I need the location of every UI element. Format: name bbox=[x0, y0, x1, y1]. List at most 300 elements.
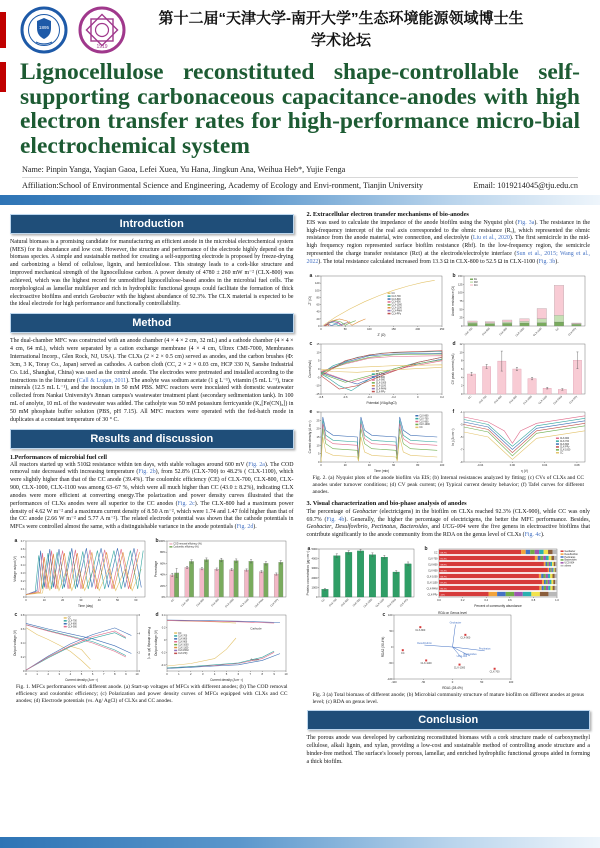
svg-text:CLX-PANI: CLX-PANI bbox=[178, 650, 189, 653]
svg-text:0.4: 0.4 bbox=[162, 614, 166, 618]
fig1-panel-b-cod-ce-bar-chart bbox=[154, 536, 290, 608]
svg-text:RDA on Genus level: RDA on Genus level bbox=[438, 611, 468, 616]
svg-text:Pectinatus: Pectinatus bbox=[564, 556, 576, 559]
svg-text:87.4%: 87.4% bbox=[440, 582, 447, 585]
svg-text:0.7: 0.7 bbox=[21, 540, 25, 544]
svg-text:8: 8 bbox=[114, 672, 116, 676]
svg-text:UCG-004: UCG-004 bbox=[456, 655, 468, 659]
svg-text:b: b bbox=[155, 538, 159, 545]
svg-text:-0.4: -0.4 bbox=[366, 395, 372, 399]
svg-text:e: e bbox=[309, 408, 313, 415]
svg-text:0.2: 0.2 bbox=[439, 395, 444, 399]
svg-text:4: 4 bbox=[69, 672, 72, 676]
svg-text:0.2: 0.2 bbox=[21, 580, 25, 584]
svg-text:CLX-700: CLX-700 bbox=[181, 598, 191, 608]
svg-text:Current(mA): Current(mA) bbox=[307, 359, 312, 378]
svg-text:-5: -5 bbox=[459, 435, 463, 439]
svg-text:3: 3 bbox=[58, 672, 61, 676]
tju-logo-year: 1895 bbox=[38, 25, 50, 30]
svg-text:0.4: 0.4 bbox=[21, 564, 25, 568]
svg-text:CC: CC bbox=[170, 598, 176, 604]
fig3-panel-c-rda-scatter-chart bbox=[381, 610, 515, 690]
svg-text:4000: 4000 bbox=[311, 557, 318, 561]
svg-text:-100: -100 bbox=[387, 678, 393, 682]
svg-text:-0.2: -0.2 bbox=[161, 651, 166, 655]
svg-text:4: 4 bbox=[214, 672, 216, 676]
svg-text:7: 7 bbox=[103, 672, 105, 676]
fig1-panel-d-electrode-potential-chart bbox=[154, 610, 290, 682]
svg-text:CLX-1100: CLX-1100 bbox=[391, 307, 402, 310]
citation-link[interactable]: Fig. 2a bbox=[248, 461, 265, 468]
svg-text:80: 80 bbox=[316, 296, 320, 300]
svg-text:0.4: 0.4 bbox=[484, 598, 488, 602]
svg-text:40: 40 bbox=[367, 463, 371, 467]
svg-text:0.5: 0.5 bbox=[21, 556, 25, 560]
svg-text:150: 150 bbox=[457, 274, 463, 278]
citation-link[interactable]: Fig. 4b bbox=[326, 516, 345, 523]
fig2-panel-b-resistance-stack-chart bbox=[451, 271, 589, 337]
svg-text:0: 0 bbox=[23, 596, 25, 600]
citation-link[interactable]: Fig. 2d bbox=[236, 524, 254, 531]
affiliation-row bbox=[22, 177, 578, 190]
svg-text:CLX-700: CLX-700 bbox=[178, 635, 188, 638]
svg-text:Desulfovibrio: Desulfovibrio bbox=[564, 554, 578, 557]
svg-text:CLX-800: CLX-800 bbox=[493, 394, 503, 405]
taxon-name: Geobacter bbox=[89, 293, 115, 300]
svg-text:CLX-900: CLX-900 bbox=[498, 326, 508, 337]
svg-text:CLX-700: CLX-700 bbox=[67, 620, 78, 623]
svg-text:0%: 0% bbox=[161, 596, 166, 600]
svg-text:CLX-1100: CLX-1100 bbox=[375, 385, 386, 388]
svg-text:0: 0 bbox=[25, 598, 27, 602]
svg-text:0.04: 0.04 bbox=[541, 463, 548, 467]
svg-text:ln j (A cm⁻²): ln j (A cm⁻²) bbox=[450, 428, 455, 446]
svg-text:CLX-900: CLX-900 bbox=[427, 569, 438, 573]
svg-text:50: 50 bbox=[459, 308, 463, 312]
svg-text:60%: 60% bbox=[160, 562, 166, 566]
svg-text:50: 50 bbox=[389, 630, 393, 634]
svg-text:-15: -15 bbox=[315, 392, 320, 396]
svg-text:CLX-PPy: CLX-PPy bbox=[399, 598, 409, 608]
svg-text:15: 15 bbox=[316, 435, 320, 439]
svg-text:1: 1 bbox=[178, 672, 180, 676]
introduction-paragraph: Natural biomass is a promising candidate for manufacturing an efficient anode in the microbial electrochemical system (MES) for its abundance and low cost. However, the structure and performance of the electrode highly depend on the biomass species. A simple and sustainable method for creating a self-supporting electrode is proposed by freeze-drying and carbonizing a blend of cellulose, lignin, and hemicellulose. This strategy leads to a cork-like structure and improved mechanical strength of the lignocellulose carbon. A power density of 4780 ± 260 mW m⁻² (CLX-800) was achieved, which was the highest record for unmodified lignocellulose-based anodes in the microbial fuel cells. The morphological as lamellar multilayer and rich in hydrophilic functional groups could facilitate the formation of thick electroactive biofilms and enrich Geobacter with the highest abundance of 92.3%. The CLX material is expected to be the ideal electrode for high performance and functionally controllability. bbox=[10, 238, 294, 308]
figure-2-caption: Fig. 2. (a) Nyquist plots of the anode biofilm via EIS; (b) Internal resistances analyzed by fitting; (c) CVs of CLXs and CC anodes under turnover conditions; (d) CV peak current; (e) Typical current density behavior; (f) Tafel curves for different anodes. bbox=[312, 474, 584, 495]
svg-text:-0.6: -0.6 bbox=[342, 395, 348, 399]
svg-text:a: a bbox=[14, 538, 18, 545]
svg-text:CLX-1000: CLX-1000 bbox=[426, 575, 438, 579]
taxon-name: Geobacter bbox=[306, 524, 332, 531]
citation-link[interactable]: Call & Logan, 2011 bbox=[78, 377, 127, 384]
forum-title-line2: 学术论坛 bbox=[310, 32, 371, 49]
svg-text:0: 0 bbox=[166, 672, 168, 676]
svg-text:Current density (A m⁻²): Current density (A m⁻²) bbox=[307, 420, 312, 454]
svg-text:7: 7 bbox=[249, 672, 252, 676]
svg-text:CC: CC bbox=[554, 326, 560, 332]
svg-text:CLX-800: CLX-800 bbox=[427, 563, 438, 567]
svg-text:CC: CC bbox=[559, 452, 564, 455]
svg-text:CLX-900: CLX-900 bbox=[375, 379, 385, 382]
svg-text:100: 100 bbox=[366, 327, 372, 331]
svg-text:3000: 3000 bbox=[311, 567, 318, 571]
svg-text:-0.8: -0.8 bbox=[318, 395, 324, 399]
svg-text:0: 0 bbox=[164, 639, 166, 643]
svg-text:CLX-PANI: CLX-PANI bbox=[386, 598, 397, 609]
svg-text:CLX-800: CLX-800 bbox=[196, 598, 206, 608]
svg-text:100: 100 bbox=[388, 614, 393, 618]
svg-text:CLX-900: CLX-900 bbox=[419, 421, 429, 424]
svg-text:200: 200 bbox=[415, 327, 420, 331]
svg-text:0.3: 0.3 bbox=[21, 572, 25, 576]
email-text[interactable]: Email: 1019214045@tju.edu.cn bbox=[473, 180, 578, 190]
results-subheading-1: 1.Performances of microbial fuel cell bbox=[10, 453, 107, 461]
svg-text:Percentage: Percentage bbox=[154, 561, 159, 578]
svg-text:88.9%: 88.9% bbox=[440, 564, 447, 567]
fig3-panel-a-biomass-bar-chart bbox=[306, 544, 418, 608]
svg-text:42%: 42% bbox=[440, 594, 445, 597]
citation-link[interactable]: Fig. 2b bbox=[138, 469, 156, 476]
method-paragraph: The dual-chamber MFC was constructed with an anode chamber (4 × 4 × 2 cm, 32 mL) and a cathode chamber (4 × 4 × 4 cm, 64 mL), which were separated by a cation exchange membrane (4 × 4 cm, Ultrex CMI-7000, Membranes International Incorp., Glen Rock, NJ, USA). The CLXs (2 × 2 × 0.5 cm) served as anodes, and the carbon brushes (Φ: 3cm, 3 K, Toray Co., Japan) served as cathodes. A carbon cloth (CC, 2 × 2 × 0.03 cm, HCP 330 N, Sanshe Industrial Co. Ltd., Shanghai, China) was used as the control anode. The electrodes were pretreated and installed according to the instructions in the literature (Call & Logan, 2011). The anolyte was sodium acetate (1 g L⁻¹), vitamin (5 mL L⁻¹), trace minerals (12.5 mL L⁻¹), and the inoculum in 50 mM PBS. MFC reactors were inoculated with domestic wastewater collected from Nankai University's Jinnan campus's wastewater treatment plant (secondary sedimentation tank). In 100 mL of anolyte, 10 mL of the wastewater was added. The catholyte was 50 mM potassium ferricyanide (K₃[Fe(CN)₆]) in 50 mM phosphate buffer solution (PBS, pH 7.15). All MFC reactors were operated with the fed-batch mode in duplicates at a constant temperature of 30 ° C. bbox=[10, 338, 294, 423]
svg-text:0.8: 0.8 bbox=[21, 614, 25, 618]
svg-text:RDA1 (28.4%): RDA1 (28.4%) bbox=[442, 685, 464, 690]
section-3-heading: 3. Visual characterization and bio-phase analysis of anodes bbox=[306, 499, 467, 507]
svg-text:8: 8 bbox=[261, 672, 264, 676]
svg-text:a: a bbox=[309, 272, 313, 279]
svg-text:-0.2: -0.2 bbox=[391, 395, 396, 399]
svg-text:0.2: 0.2 bbox=[460, 598, 465, 602]
svg-text:CLX-1000: CLX-1000 bbox=[522, 394, 533, 406]
svg-text:CLX-800: CLX-800 bbox=[481, 326, 491, 337]
svg-text:CLX-900: CLX-900 bbox=[210, 598, 221, 608]
svg-text:-3: -3 bbox=[459, 423, 463, 427]
section-header-introduction: Introduction bbox=[10, 214, 294, 234]
svg-text:CLX-900: CLX-900 bbox=[178, 641, 188, 644]
svg-text:25: 25 bbox=[316, 419, 320, 423]
svg-text:0: 0 bbox=[317, 367, 320, 371]
svg-text:0: 0 bbox=[460, 392, 463, 396]
svg-text:10: 10 bbox=[43, 598, 47, 602]
svg-text:d: d bbox=[452, 340, 456, 347]
svg-text:CLX-700: CLX-700 bbox=[463, 326, 474, 337]
citation-link[interactable]: Sun et al., 2015; Wang et al., 2022 bbox=[306, 251, 590, 265]
svg-text:Bacteroides: Bacteroides bbox=[463, 652, 477, 656]
svg-text:CLX-PPy: CLX-PPy bbox=[568, 394, 578, 405]
svg-text:92.3%: 92.3% bbox=[440, 570, 447, 573]
svg-text:CLX-700: CLX-700 bbox=[478, 394, 488, 405]
fig2-panel-a-nyquist-chart bbox=[308, 271, 446, 337]
citation-link[interactable]: Fig. 3a bbox=[517, 219, 535, 226]
svg-text:1.0: 1.0 bbox=[554, 598, 559, 602]
tianjin-university-logo bbox=[20, 6, 68, 54]
svg-text:CLX-PANI: CLX-PANI bbox=[426, 587, 438, 591]
svg-text:1: 1 bbox=[36, 672, 39, 676]
svg-text:15: 15 bbox=[316, 342, 320, 346]
svg-text:Desulfovibrio: Desulfovibrio bbox=[417, 642, 432, 646]
results-paragraph-1: All reactors started up with 510Ω resistance within ten days, with stable voltages around 600 mV (Fig. 2a). The COD removal rate decreased with increasing temperature (Fig. 2b), from 52.8% (CLX-700) to 48.2% ( CLX-1100), which were slightly higher than that of the CC anode (39.4%). The coulombic efficiency (CE) of CLX-700, CLX-800, CLX-900, CLX-1000, CLX-1100 was among 63–67 %, which were all much higher than CC (43.0 ± 8.2%), indicating CLX anodes were more efficient at converting energy.The polarization and power density curves illustrated that the performances of CLXs anodes were all superior to the CC anodes (Fig. 2c). The CLX-800 had a maximum power density of 4.62 W m⁻² and a maximum current density of 8.50 A m⁻², which were 1.74 and 1.47 fold higher than that of the CC anode (2.66 W m⁻² and 5.77 A m⁻²). The related electrode potential was shown that the cathode potentials in MFCs were controlled almost the same, with a distinguishable variance in the anode potentials (Fig. 2d). bbox=[10, 461, 294, 531]
figure-2 bbox=[305, 271, 593, 473]
author-list: Name: Pinpin Yanga, Yaqian Gaoa, Lefei Xuea, Yu Hana, Jingkun Ana, Weihua Heb*, Yujie Fenga bbox=[22, 164, 346, 174]
svg-text:60: 60 bbox=[391, 463, 395, 467]
svg-text:0: 0 bbox=[320, 327, 322, 331]
svg-text:50: 50 bbox=[116, 598, 120, 602]
svg-text:f: f bbox=[452, 408, 454, 415]
svg-text:6: 6 bbox=[460, 367, 463, 371]
affiliation-text: Affiliation:School of Environmental Science and Engineering, Academy of Ecology and Envi-ronment, Tianjin University bbox=[22, 180, 423, 190]
taxon-name: UCG-004 bbox=[442, 524, 466, 531]
svg-text:Protein concentration (μg cm⁻²: Protein concentration (μg cm⁻²) bbox=[305, 550, 310, 596]
svg-text:6: 6 bbox=[92, 672, 94, 676]
svg-text:Percent of community abundance: Percent of community abundance bbox=[474, 603, 522, 608]
red-edge-mark-bottom bbox=[0, 62, 6, 92]
figure-1 bbox=[8, 536, 296, 682]
svg-text:CLX-1000: CLX-1000 bbox=[454, 666, 466, 670]
svg-text:0: 0 bbox=[23, 670, 25, 674]
svg-text:CLX-1100: CLX-1100 bbox=[178, 647, 189, 650]
figure-1-caption: Fig. 1. MFCs performances with different anode. (a) Start-up voltages of MFCs with different anodes; (b) The COD removal efficiency and coulombic efficiency; (c) Polarization and power density curves of MFCs equipped with CLXs and CC anodes; (d) Electrode potentials (vs. Ag/ AgCl) of CLXs and CC anodes. bbox=[16, 684, 288, 705]
svg-text:CLX-1000: CLX-1000 bbox=[362, 598, 373, 609]
svg-text:0: 0 bbox=[452, 680, 454, 684]
citation-link[interactable]: Liu et al., 2020 bbox=[472, 235, 510, 242]
svg-text:75: 75 bbox=[459, 299, 463, 303]
svg-text:10: 10 bbox=[459, 351, 463, 355]
svg-text:3: 3 bbox=[202, 672, 204, 676]
fig2-panel-e-current-density-chart bbox=[308, 407, 446, 473]
svg-text:0.6: 0.6 bbox=[21, 628, 25, 632]
svg-text:5: 5 bbox=[317, 452, 320, 456]
svg-text:-Z'' (Ω): -Z'' (Ω) bbox=[307, 295, 312, 306]
red-edge-mark-top bbox=[0, 12, 6, 48]
forum-title bbox=[126, 8, 586, 52]
figure-3 bbox=[305, 544, 593, 690]
section-header-method: Method bbox=[10, 313, 294, 333]
svg-text:Output voltage (V): Output voltage (V) bbox=[13, 630, 18, 657]
svg-text:CLX-800: CLX-800 bbox=[559, 443, 569, 446]
svg-text:5: 5 bbox=[226, 672, 228, 676]
svg-text:0.2: 0.2 bbox=[21, 656, 25, 660]
svg-text:10: 10 bbox=[316, 444, 320, 448]
svg-text:100: 100 bbox=[457, 291, 463, 295]
poster-header bbox=[0, 0, 600, 54]
svg-text:CLX-PANI: CLX-PANI bbox=[254, 598, 265, 609]
svg-text:Bacteroides: Bacteroides bbox=[564, 559, 577, 562]
svg-text:5000: 5000 bbox=[311, 548, 318, 552]
svg-text:Ro: Ro bbox=[473, 278, 477, 281]
svg-text:0: 0 bbox=[416, 395, 419, 399]
svg-text:6: 6 bbox=[138, 614, 141, 618]
svg-text:-7: -7 bbox=[459, 448, 463, 452]
svg-text:0.0: 0.0 bbox=[436, 598, 441, 602]
svg-text:Voltage output (V): Voltage output (V) bbox=[13, 556, 18, 582]
svg-text:Output voltage (V): Output voltage (V) bbox=[154, 630, 159, 657]
svg-text:Current density (A m⁻²): Current density (A m⁻²) bbox=[210, 677, 244, 682]
svg-text:20: 20 bbox=[316, 317, 320, 321]
svg-text:4: 4 bbox=[138, 632, 141, 636]
fig2-panel-d-cv-peak-bar-chart bbox=[451, 339, 589, 405]
svg-text:CLX-800: CLX-800 bbox=[340, 598, 350, 608]
svg-text:9: 9 bbox=[273, 672, 276, 676]
svg-text:CLX-800: CLX-800 bbox=[419, 415, 429, 418]
citation-link[interactable]: Fig. 2c bbox=[177, 500, 195, 507]
svg-text:CC: CC bbox=[320, 598, 326, 604]
svg-text:25: 25 bbox=[459, 316, 463, 320]
svg-text:6: 6 bbox=[237, 672, 240, 676]
svg-text:2: 2 bbox=[190, 672, 192, 676]
svg-text:CLX-700: CLX-700 bbox=[375, 373, 385, 376]
svg-text:100: 100 bbox=[314, 289, 320, 293]
svg-text:40: 40 bbox=[97, 598, 101, 602]
svg-text:CLX-900: CLX-900 bbox=[559, 437, 569, 440]
svg-text:10: 10 bbox=[135, 672, 139, 676]
svg-text:-10: -10 bbox=[315, 384, 320, 388]
svg-text:80%: 80% bbox=[160, 551, 166, 555]
svg-text:9: 9 bbox=[125, 672, 127, 676]
svg-text:CLX-1000: CLX-1000 bbox=[224, 598, 235, 609]
svg-text:0: 0 bbox=[317, 324, 320, 328]
svg-text:60: 60 bbox=[134, 598, 138, 602]
svg-text:COD removal efficiency (%): COD removal efficiency (%) bbox=[173, 543, 202, 546]
svg-text:RDA2 (30.4%): RDA2 (30.4%) bbox=[381, 636, 386, 658]
svg-text:125: 125 bbox=[457, 283, 463, 287]
conclusion-paragraph: The porous anode was developed by carbonizing reconstituted biomass with a cork structure made of carboxymethyl cellulose, alkali lignin, and xylan, providing a low-cost and sustainable method of controlling anode structure and a binder-free method. The surface's loosely porous, lamellar, and enriched hydrophilic functional groups aided in forming a thick biofilm. bbox=[306, 735, 590, 765]
svg-text:10: 10 bbox=[284, 672, 288, 676]
svg-text:CLX-1000: CLX-1000 bbox=[514, 326, 525, 338]
svg-text:-0.04: -0.04 bbox=[476, 463, 483, 467]
svg-text:Cathode: Cathode bbox=[250, 626, 262, 631]
svg-text:CC: CC bbox=[67, 617, 72, 620]
svg-text:0: 0 bbox=[317, 460, 320, 464]
nankai-university-logo bbox=[78, 6, 126, 54]
svg-text:20%: 20% bbox=[160, 584, 166, 588]
svg-text:CLX-1000: CLX-1000 bbox=[559, 449, 571, 452]
svg-text:CLX-900: CLX-900 bbox=[460, 636, 471, 640]
nku-logo-year: 1919 bbox=[96, 44, 108, 50]
svg-text:4: 4 bbox=[460, 376, 463, 380]
svg-text:Time (min): Time (min) bbox=[373, 468, 389, 473]
svg-text:CC: CC bbox=[467, 394, 473, 400]
svg-text:CLX-900: CLX-900 bbox=[391, 301, 401, 304]
svg-text:1000: 1000 bbox=[311, 586, 318, 590]
svg-text:2: 2 bbox=[138, 651, 141, 655]
svg-text:CLX-PPy: CLX-PPy bbox=[559, 446, 570, 449]
svg-text:85.1%: 85.1% bbox=[440, 588, 447, 591]
svg-text:8: 8 bbox=[460, 359, 463, 363]
fig1-panel-a-startup-voltage-chart bbox=[13, 536, 149, 608]
svg-text:CV peak current (mA): CV peak current (mA) bbox=[450, 353, 455, 385]
svg-text:CLX-1100: CLX-1100 bbox=[426, 581, 438, 585]
svg-text:250: 250 bbox=[439, 327, 444, 331]
taxon-name: Desulfovibrio bbox=[335, 524, 368, 531]
svg-text:60: 60 bbox=[316, 303, 320, 307]
svg-text:CLX-900: CLX-900 bbox=[351, 598, 362, 608]
svg-text:Time (day): Time (day) bbox=[78, 603, 94, 608]
svg-text:CLX-700: CLX-700 bbox=[391, 295, 401, 298]
fig1-panel-c-polarization-chart bbox=[13, 610, 152, 682]
svg-text:CLX-1100: CLX-1100 bbox=[374, 598, 385, 609]
svg-text:-5: -5 bbox=[316, 376, 320, 380]
university-logos bbox=[20, 6, 126, 54]
svg-text:d: d bbox=[155, 612, 159, 619]
svg-text:CLX-1100: CLX-1100 bbox=[532, 326, 543, 337]
svg-text:CLX-PPy: CLX-PPy bbox=[391, 313, 401, 316]
section-header-conclusion: Conclusion bbox=[307, 710, 591, 730]
svg-text:Coulombic efficiency (%): Coulombic efficiency (%) bbox=[173, 546, 199, 549]
svg-text:CLX-1100: CLX-1100 bbox=[537, 394, 548, 405]
svg-text:Geobacter: Geobacter bbox=[564, 551, 576, 554]
fig2-panel-f-tafel-chart bbox=[451, 407, 589, 473]
svg-text:CLX-PPy: CLX-PPy bbox=[270, 598, 280, 608]
svg-text:100: 100 bbox=[509, 680, 514, 684]
svg-text:CC: CC bbox=[391, 292, 395, 295]
svg-text:Rct: Rct bbox=[473, 284, 478, 287]
svg-text:0: 0 bbox=[315, 596, 318, 600]
svg-text:81.3%: 81.3% bbox=[440, 558, 447, 561]
svg-text:100: 100 bbox=[439, 463, 444, 467]
svg-text:CLX-1000: CLX-1000 bbox=[375, 382, 386, 385]
svg-text:b: b bbox=[424, 546, 428, 553]
svg-text:2: 2 bbox=[460, 384, 463, 388]
svg-text:CLX-900: CLX-900 bbox=[508, 394, 518, 405]
svg-text:CC: CC bbox=[375, 370, 379, 373]
forum-title-line1: 第十二届“天津大学-南开大学”生态环境能源领域博士生 bbox=[158, 10, 524, 28]
svg-text:0.00: 0.00 bbox=[509, 463, 515, 467]
svg-text:Anode: Anode bbox=[250, 657, 260, 662]
svg-text:CLX-1100: CLX-1100 bbox=[239, 598, 250, 609]
svg-text:others: others bbox=[564, 565, 571, 568]
svg-text:CLX-700: CLX-700 bbox=[489, 670, 500, 674]
svg-text:0.08: 0.08 bbox=[574, 463, 580, 467]
citation-link[interactable]: Fig. 3b bbox=[538, 258, 556, 265]
svg-text:0.6: 0.6 bbox=[21, 548, 25, 552]
svg-text:120: 120 bbox=[314, 281, 320, 285]
svg-text:Geobacter: Geobacter bbox=[449, 621, 462, 625]
svg-text:CLX-PPy: CLX-PPy bbox=[178, 653, 188, 656]
svg-text:100%: 100% bbox=[158, 540, 166, 544]
svg-text:CLX-PANI: CLX-PANI bbox=[375, 388, 387, 391]
svg-text:80: 80 bbox=[416, 463, 420, 467]
svg-text:CC: CC bbox=[433, 551, 438, 555]
svg-text:CC: CC bbox=[401, 652, 405, 656]
svg-text:30: 30 bbox=[79, 598, 83, 602]
citation-link[interactable]: Fig. 4c bbox=[524, 532, 541, 539]
fig2-panel-c-cv-chart bbox=[308, 339, 446, 405]
svg-text:CC: CC bbox=[419, 426, 423, 429]
svg-text:CLX-PPy: CLX-PPy bbox=[567, 326, 577, 337]
svg-text:CLX-PANI: CLX-PANI bbox=[391, 310, 402, 313]
svg-text:0: 0 bbox=[25, 672, 27, 676]
svg-text:CLX-1000: CLX-1000 bbox=[419, 423, 430, 426]
svg-text:150: 150 bbox=[391, 327, 396, 331]
svg-text:CLX-1000: CLX-1000 bbox=[178, 644, 189, 647]
svg-text:CLX-PPy: CLX-PPy bbox=[427, 593, 438, 597]
svg-text:CLX-900: CLX-900 bbox=[67, 626, 78, 629]
svg-text:b: b bbox=[452, 272, 456, 279]
svg-text:Anode resistance (Ω): Anode resistance (Ω) bbox=[450, 285, 455, 316]
svg-text:CLX-800: CLX-800 bbox=[178, 638, 188, 641]
svg-text:a: a bbox=[307, 546, 311, 553]
svg-text:20: 20 bbox=[316, 427, 320, 431]
svg-text:Potential (V/Ag/AgCl): Potential (V/Ag/AgCl) bbox=[366, 400, 397, 405]
svg-text:CLX-1100: CLX-1100 bbox=[420, 662, 432, 666]
svg-text:40%: 40% bbox=[160, 573, 166, 577]
left-column bbox=[8, 210, 296, 771]
section-2-heading: 2. Extracellular electron transfer mechanisms of bio-anodes bbox=[306, 210, 469, 218]
svg-text:CLX-800: CLX-800 bbox=[391, 298, 401, 301]
svg-text:0: 0 bbox=[391, 646, 393, 650]
svg-text:c: c bbox=[309, 340, 313, 347]
poster-columns bbox=[0, 205, 600, 771]
svg-text:-9: -9 bbox=[459, 460, 463, 464]
svg-text:84.7%: 84.7% bbox=[440, 576, 447, 579]
